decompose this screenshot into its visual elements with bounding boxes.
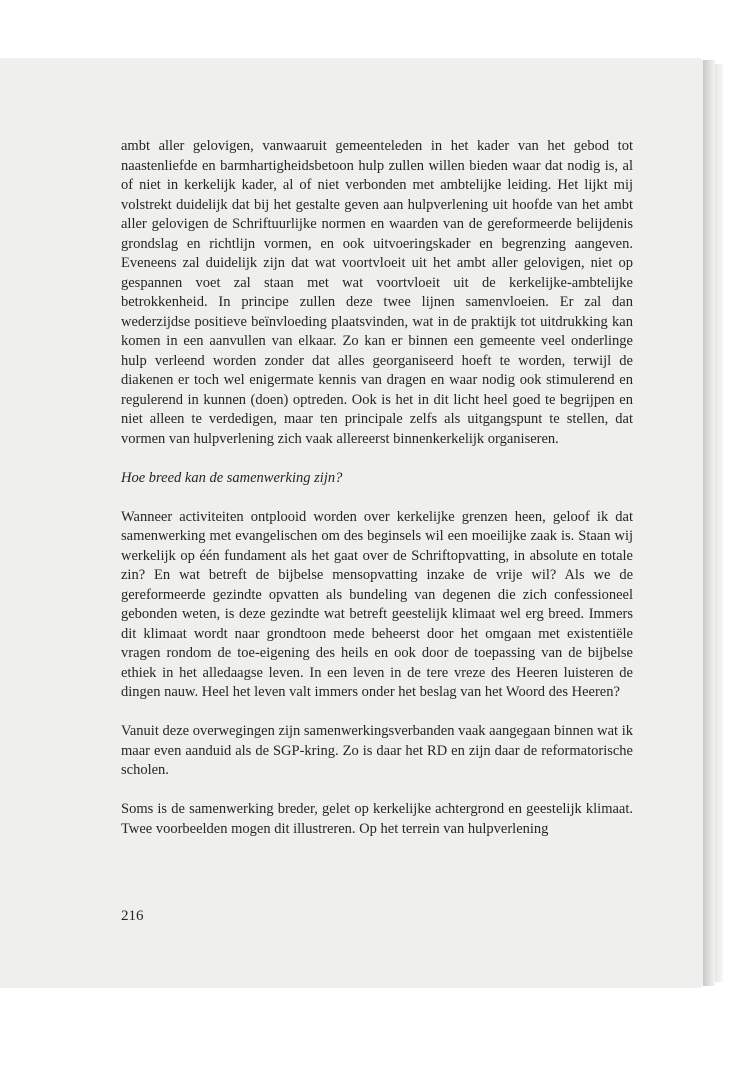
body-text: [121, 137, 633, 859]
page-edge-shadow: [703, 60, 715, 986]
page-number: 216: [121, 908, 144, 924]
paragraph-ambt-aller-gelovigen: ambt aller gelovigen, vanwaaruit gemeenteleden in het kader van het gebod tot naastenliefde en barmhartigheidsbetoon hulp zullen willen bieden waar dat nodig is, al of niet in kerkelijk kader, al of niet verbonden met ambtelijke leiding. Het lijkt mij volstrekt duidelijk dat bij het gestalte geven aan hulpverlening uit hoofde van het ambt aller gelovigen de Schriftuurlijke normen en waarden van de gereformeerde belijdenis grondslag en richtlijn vormen, en ook uitvoeringskader en begrenzing aangeven. Eveneens zal duidelijk zijn dat wat voortvloeit uit het ambt aller gelovigen, niet op gespannen voet zal staan met wat voortvloeit uit de kerkelijke-ambtelijke betrokkenheid. In principe zullen deze twee lijnen samenvloeien. Er zal dan wederzijdse positieve beïnvloeding plaatsvinden, wat in de praktijk tot uitdrukking kan komen in een aanvullen van elkaar. Zo kan er binnen een gemeente veel onderlinge hulp verleend worden zonder dat alles georganiseerd hoeft te worden, terwijl de diakenen er toch wel enigermate kennis van dragen en waar nodig ook stimulerend en regulerend in kunnen (doen) optreden. Ook is het in dit licht heel goed te begrijpen en niet alleen te verdedigen, maar ten principale zelfs als uitgangspunt te stellen, dat vormen van hulpverlening zich vaak allereerst binnenkerkelijk organiseren.: [121, 138, 633, 447]
section-heading: Hoe breed kan de samenwerking zijn?: [121, 469, 343, 486]
page-edge-highlight: [715, 64, 723, 982]
paragraph-bredere-samenwerking: Soms is de samenwerking breder, gelet op kerkelijke achtergrond en geestelijk klimaat. Twee voorbeelden mogen dit illustreren. Op het terrein van hulpverlening: [121, 801, 633, 837]
paragraph-samenwerking: Wanneer activiteiten ontplooid worden over kerkelijke grenzen heen, geloof ik dat samenwerking met evangelischen om des beginsels wil een moeilijke zaak is. Staan wij werkelijk op één fundament als het gaat over de Schriftopvatting, in absolute en totale zin? En wat betreft de bijbelse mensopvatting inzake de vrije wil? Als we de gereformeerde gezindte opvatten als bundeling van degenen die zich confessioneel gebonden weten, is deze gezindte wat betreft geestelijk klimaat wel erg breed. Immers dit klimaat wordt naar grondtoon mede beheerst door het omgaan met existentiële vragen rondom de toe-eigening des heils en ook door de toepassing van de bijbelse ethiek in het alledaagse leven. In een leven in de tere vreze des Heeren luisteren de dingen nauw. Heel het leven valt immers onder het beslag van het Woord des Heeren?: [121, 508, 633, 700]
paragraph-sgp-kring: Vanuit deze overwegingen zijn samenwerkingsverbanden vaak aangegaan binnen wat ik maar even aanduid als de SGP-kring. Zo is daar het RD en zijn daar de reformatorische scholen.: [121, 723, 633, 778]
